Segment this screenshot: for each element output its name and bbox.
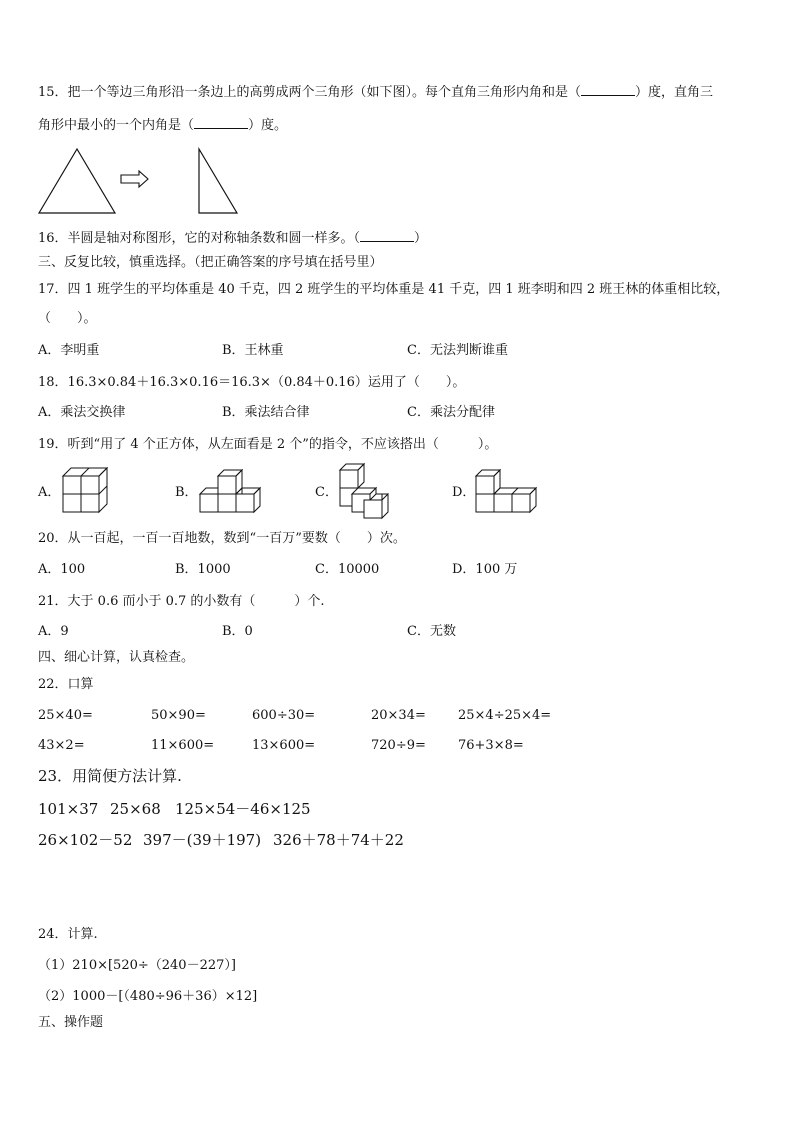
q22-title: 22．口算 xyxy=(38,677,94,692)
q19-option-a[interactable]: A． xyxy=(38,485,61,500)
q23-item: 25×68 xyxy=(110,800,161,818)
section-5-heading: 五、操作题 xyxy=(38,1015,104,1030)
q19-figure-a xyxy=(60,466,110,516)
q21-option-b[interactable]: B．0 xyxy=(222,624,253,639)
q21-text: 21．大于 0.6 而小于 0.7 的小数有（ ）个. xyxy=(38,594,325,609)
q17-line1: 17．四 1 班学生的平均体重是 40 千克，四 2 班学生的平均体重是 41 千克，四 1 班李明和四 2 班王林的体重相比较， xyxy=(38,282,730,297)
q15-text-3: 角形中最小的一个内角是（ xyxy=(38,118,195,133)
equilateral-triangle xyxy=(39,149,115,213)
q17-option-a[interactable]: A．李明重 xyxy=(38,343,100,358)
section-3-heading: 三、反复比较，慎重选择。（把正确答案的序号填在括号里） xyxy=(38,255,383,270)
q24-item-1: （1）210×[520÷（240－227）] xyxy=(38,958,236,973)
section-4-heading: 四、细心计算，认真检查。 xyxy=(38,650,195,665)
q15-text-4: ）度。 xyxy=(248,118,288,133)
q22-item: 11×600= xyxy=(151,738,215,753)
q15-line2 xyxy=(38,116,287,134)
q23-item: 26×102－52 xyxy=(38,831,133,849)
q23-item: 326＋78＋74＋22 xyxy=(273,831,404,849)
q22-item: 25×40= xyxy=(38,708,93,723)
q16-blank[interactable] xyxy=(360,229,414,242)
q15-blank-2[interactable] xyxy=(194,116,248,129)
q22-item: 720÷9= xyxy=(371,738,426,753)
right-triangle xyxy=(199,149,237,213)
q19-option-d[interactable]: D． xyxy=(452,485,476,500)
q15-text-2: ）度，直角三 xyxy=(635,85,714,100)
q18-text: 18．16.3×0.84＋16.3×0.16＝16.3×（0.84＋0.16）运用了（ ）。 xyxy=(38,375,466,390)
q21-option-a[interactable]: A．9 xyxy=(38,624,69,639)
q20-text: 20．从一百起，一百一百地数，数到“一百万”要数（ ）次。 xyxy=(38,531,406,546)
q17-option-b[interactable]: B．王林重 xyxy=(222,343,284,358)
q16-text-end: ） xyxy=(414,231,428,246)
q19-figure-b xyxy=(198,468,270,516)
q16-line xyxy=(38,229,427,247)
q19-option-b[interactable]: B． xyxy=(175,485,198,500)
q23-item: 125×54－46×125 xyxy=(175,800,311,818)
q24-title: 24．计算. xyxy=(38,927,98,942)
q20-option-c[interactable]: C．10000 xyxy=(315,562,380,577)
q18-option-a[interactable]: A．乘法交换律 xyxy=(38,405,126,420)
q22-item: 13×600= xyxy=(252,738,316,753)
q19-figure-c xyxy=(338,462,390,520)
q20-option-d[interactable]: D．100 万 xyxy=(452,562,518,577)
q20-option-b[interactable]: B．1000 xyxy=(175,562,231,577)
q22-item: 76+3×8= xyxy=(458,738,524,753)
q22-item: 25×4÷25×4= xyxy=(458,708,552,723)
q15-blank-1[interactable] xyxy=(581,83,635,96)
q22-item: 600÷30= xyxy=(252,708,316,723)
arrow-icon xyxy=(121,171,148,187)
q15-line1 xyxy=(38,83,713,101)
q19-figure-d xyxy=(474,468,546,516)
q21-option-c[interactable]: C．无数 xyxy=(407,624,456,639)
q22-item: 20×34= xyxy=(371,708,426,723)
q24-item-2: （2）1000－[（480÷96＋36）×12] xyxy=(38,989,258,1004)
q19-text: 19．听到“用了 4 个正方体，从左面看是 2 个”的指令，不应该搭出（ ）。 xyxy=(38,437,498,452)
q16-text: 16．半圆是轴对称图形，它的对称轴条数和圆一样多。（ xyxy=(38,231,361,246)
q18-option-b[interactable]: B．乘法结合律 xyxy=(222,405,310,420)
q17-line2: （ ）。 xyxy=(38,311,97,326)
q15-text-1: 15．把一个等边三角形沿一条边上的高剪成两个三角形（如下图）。每个直角三角形内角和是（ xyxy=(38,85,582,100)
q19-option-c[interactable]: C． xyxy=(315,485,338,500)
q23-item: 397－(39＋197) xyxy=(143,831,262,849)
q20-option-a[interactable]: A．100 xyxy=(38,562,86,577)
q17-option-c[interactable]: C．无法判断谁重 xyxy=(407,343,508,358)
q15-figure xyxy=(36,145,246,217)
q23-item: 101×37 xyxy=(38,800,99,818)
q23-title: 23．用简便方法计算. xyxy=(38,767,182,785)
q22-item: 50×90= xyxy=(151,708,206,723)
q22-item: 43×2= xyxy=(38,738,85,753)
q18-option-c[interactable]: C．乘法分配律 xyxy=(407,405,495,420)
